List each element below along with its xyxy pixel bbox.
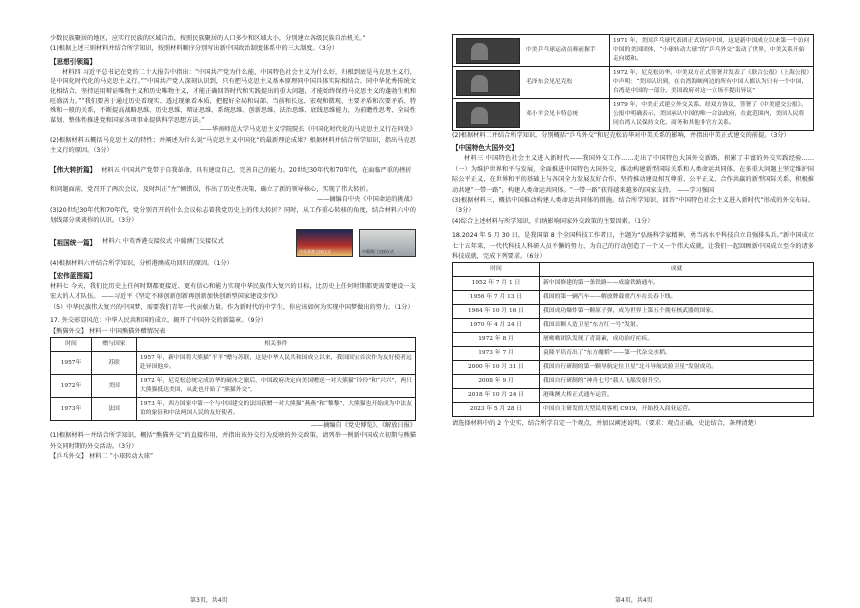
- handshake-photo: [456, 38, 520, 64]
- cell: 袁隆平培育出了“东方魔稻”——第一代杂交水稻。: [540, 347, 814, 361]
- section-tag-label: 【伟大转折篇】: [50, 165, 97, 174]
- photo-cell: [453, 67, 610, 99]
- table-row: [51, 398, 416, 421]
- cell: 我国自行研制的第一颗导航定位卫星“北斗导航试验卫星”发射成功。: [540, 361, 814, 375]
- cell: 1972 年 8 月: [453, 333, 540, 347]
- cell: 法国: [92, 398, 137, 421]
- cell: 中国自主研发的大型民用客机 C919，开始投入商业运营。: [540, 403, 814, 417]
- table-row: [453, 361, 814, 375]
- question-17: 17. 外交彰显风范：中华人民共和国的成立，揭开了中国外交的新篇章。（9分）: [50, 317, 267, 325]
- cell: 我国的第一辆汽车——解放牌载重汽车在长春下线。: [540, 291, 814, 305]
- section-tag: 【思想引领篇】: [50, 57, 97, 66]
- header-cell: 时间: [453, 263, 540, 277]
- table-row: [453, 291, 814, 305]
- material-6: 材料六 中英香港交接仪式 中葡澳门交接仪式: [102, 238, 224, 246]
- cell: 2023 年 5 月 28 日: [453, 403, 540, 417]
- cell: 1970 年 4 月 24 日: [453, 319, 540, 333]
- cell: 1972 年，尼克松总统完成访华的破冰之旅后，中国政府决定向美国赠送一对大熊猫“玲玲”和“兴兴”，两只大熊猫抵达美国，从此也开始了“熊猫外交”。: [137, 375, 416, 398]
- cell: 1956 年 7 月 13 日: [453, 291, 540, 305]
- material-6-row: [50, 229, 416, 257]
- table-row: [51, 375, 416, 398]
- table-header: [453, 263, 814, 277]
- science-table: [452, 262, 814, 417]
- question-17-4: (4)综合上述材料与所学知识，归纳影响国家外交政策的主要因素。（1分）: [452, 217, 654, 225]
- material-7: 材料七 今天，我们比历史上任何时期都更接近、更有信心和能力实现中华民族伟大复兴的目标，比历史上任何时期都更需要建设一支宏大的人才队伍。 ——习近平《坚定不移创新创新再创新加快创新型国家建设步伐》: [50, 283, 416, 301]
- header-cell: 成就: [540, 263, 814, 277]
- meeting-photo: [456, 70, 520, 96]
- macau-ceremony-image: 中葡澳门交接仪式: [359, 229, 416, 257]
- material-3: 材料三 中国特色社会主义进入新时代——我国外交工作……走出了中国特色大国外交新路，积累了丰富的外交实践经验……（一）为维护世界和平与发展，全面推进中国特色大国外交，推动构建新型国际关系和人类命运共同体。在多重大问题上坚定维护国际公平正义，在世界和平的基础上与各国全力发展友好合作，坚持推动建设相互尊重、公平正义、合作共赢的新型国际关系，积极推动共建“一带一路”，构建人类命运共同体。“一带一路”获得越来越多的国家支持。 ——学习强国: [452, 155, 814, 194]
- cell: 1957年: [51, 352, 92, 375]
- cell: 2018 年 10 月 24 日: [453, 389, 540, 403]
- section-tag: 【祖国统一篇】: [50, 239, 97, 248]
- question-3: (3)20世纪30年代和70年代，党分别召开的什么会议标志着我党历史上的伟大转折？同时，从工作重心转移的角度，结合材料六中的划线部分谈谈你的认识。（3分）: [50, 206, 416, 225]
- cell: 我国自行研制的“神舟七号”载人飞船发射升空。: [540, 375, 814, 389]
- section-tag: [50, 166, 96, 174]
- visit-photo: [456, 102, 520, 128]
- cell: 1972年: [51, 375, 92, 398]
- header-cell: 相关事件: [137, 338, 416, 352]
- cell: 我国成功爆炸第一颗原子弹，成为世界上第五个拥有核武器的国家。: [540, 305, 814, 319]
- cell: 1973 年，西方国家中第一个与中国建交的法国获赠一对大熊猫“燕燕”和“黎黎”，大熊猫也开始成为中法友谊的象征和中法两国人民的友好使者。: [137, 398, 416, 421]
- cell: 1971 年，美国乒乓球代表团正式访问中国，这是新中国成立以来第一个访问中国的美国团体，“小球转动大球”的“乒乓外交”轰动了世界，中美关系开始走向缓和。: [610, 35, 814, 67]
- cell: 新中国修建的第一条铁路——成渝铁路通车。: [540, 277, 814, 291]
- source: ——摘编自《党史博览》、《解放日报》: [310, 422, 416, 430]
- cell: 港珠澳大桥正式通车运营。: [540, 389, 814, 403]
- cell: 屠呦呦团队发现了青蒿素，成功治疗疟疾。: [540, 333, 814, 347]
- material-4: 材料四 习近平总书记在党的二十大报告中指出：“中国共产党为什么能，中国特色社会主义为什么好，归根到底是马克思主义行，是中国化时代化的马克思主义行。”“中国共产党人深刻认识到，只有把马克思主义基本原理同中国具体实际相结合、同中华优秀传统文化相结合，坚持运用辩证唯物主义和历史唯物主义，才能正确回答时代和实践提出的重大问题，才能始终保持马克思主义的蓬勃生机和旺盛活力。”“我们要善于通过历史看现实、透过现象看本质，把握好全局和局部、当前和长远、宏观和微观、主要矛盾和次要矛盾、特殊和一般的关系，不断提高战略思维、历史思维、辩证思维、系统思维、创新思维、法治思维、底线思维能力，为前瞻性思考、全局性谋划、整体性推进党和国家各项事业提供科学思想方法。”: [50, 68, 416, 124]
- question-17-3: (3)根据材料三，概括中国推动构建人类命运共同体的措施。结合所学知识，回答“中国特色社会主义进入新时代”形成的外交布局。（3分）: [452, 197, 814, 215]
- question-5: （5）中华民族伟大复兴的中国梦，需要我们青年一代贡献力量。作为新时代的中学生，你应该如何为实现中国梦做出的努力。（1分）: [50, 303, 414, 311]
- pingpong-table: [452, 34, 814, 131]
- table-row: [453, 305, 814, 319]
- cell: 1979 年，中美正式建立外交关系。经双方协议，签署了《中美建交公报》。公报中明确表示，美国承认中国的唯一合法政府，在此范围内，美国人民将同台湾人民保持文化、商务和其他非官方关系。: [610, 99, 814, 131]
- table-row: [453, 333, 814, 347]
- question-18-prompt: 请选择材料中的 2 个史实，结合所学自定一个观点，并加以阐述说明。（要求：观点正确，史论结合，条理清楚）: [452, 420, 760, 428]
- header-cell: 赠与国家: [92, 338, 137, 352]
- table-row: [453, 389, 814, 403]
- cell: 苏联: [92, 352, 137, 375]
- photo-caption: 中美乒乓球运动员赛前握手: [526, 47, 596, 53]
- page-4: [430, 0, 860, 608]
- cell: 2000 年 10 月 31 日: [453, 361, 540, 375]
- table-row: [453, 35, 814, 67]
- table-row: [453, 319, 814, 333]
- question-18: 18.2024 年 5 月 30 日，是我国第 8 个全国科技工作者日，主题为“弘扬科学家精神，勇当高水平科技自立自强排头兵。”新中国成立七十五年来，一代代科技人科研人员不懈的努力，为自己的行动创造了一个又一个伟大成就。让我们一起回顾新中国成立至今的诸多科技成就，完成下列要求。（6分）: [452, 232, 814, 261]
- table-row: [453, 375, 814, 389]
- page-footer: 第4页，共4页: [615, 597, 653, 604]
- question-2: (2)根据材料五概括马克思主义的特性；并阐述为什么说“马克思主义中国化”的最新理论成果？根据材料并结合所学知识，指出马克思主义行的原因。（3分）: [50, 136, 416, 155]
- header-cell: 时间: [51, 338, 92, 352]
- table-row: [453, 67, 814, 99]
- cell: 1972 年，尼克松访华。中美双方正式签署并发表了《联合公报》（上海公报）中声明：“美国认识到，在台湾海峡两边的所有中国人都认为只有一个中国，台湾是中国的一部分。美国政府对这一立场不提出异议”: [610, 67, 814, 99]
- table-row: [453, 347, 814, 361]
- table-header: [51, 338, 416, 352]
- cell: 1964 年 10 月 16 日: [453, 305, 540, 319]
- cell: 我国首颗人造卫星“东方红一号”发射。: [540, 319, 814, 333]
- section-tag: 【中国特色大国外交】: [452, 144, 518, 153]
- question-17-2: (2)根据材料二并结合所学知识，分别概括“乒乓外交”和尼克松访华对中美关系的影响，并指出中美正式建交的前提。（3分）: [452, 132, 790, 139]
- source: ——华南师范大学马克思主义学院院长《中国化时代化的马克思主义行在何处》: [199, 126, 416, 134]
- photo-caption: 邓小平会见卡特总统: [526, 111, 579, 117]
- page-footer: 第3页，共4页: [190, 597, 228, 604]
- table-row: [51, 352, 416, 375]
- panda-table: [50, 337, 416, 421]
- cell: 1957 年，新中国将大熊猫“平平”赠与苏联，这是中华人民共和国成立以来，我国国宝首次作为友好使者远赴异国他乡。: [137, 352, 416, 375]
- photo-caption: 毛泽东会见尼克松: [526, 79, 573, 85]
- question-1: (1)根据上述三则材料并结合所学知识，按照材料顺序分别写出新中国政治制度体系中的三大制度。（3分）: [50, 45, 339, 53]
- question-4: (4)根据材料六并结合所学知识，分析港澳成功回归的原因。（1分）: [50, 259, 233, 267]
- section-tag: 【熊猫外交】 材料一 中国熊猫外赠情况表: [50, 327, 166, 335]
- cell: 1973年: [51, 398, 92, 421]
- cell: 1952 年 7 月 1 日: [453, 277, 540, 291]
- photo-cell: [453, 99, 610, 131]
- section-tag: 【宏伟蓝图篇】: [50, 272, 97, 281]
- table-row: [453, 403, 814, 417]
- paragraph: 少数民族聚居的地区，应实行民族的区域自治，按照民族聚居的人口多少和区域大小，分别建立各级民族自治机关。”: [50, 35, 366, 42]
- cell: 2008 年 9 月: [453, 375, 540, 389]
- table-row: [453, 277, 814, 291]
- hongkong-ceremony-image: 中英香港交接仪式: [296, 229, 353, 257]
- cell: 美国: [92, 375, 137, 398]
- table-row: [453, 99, 814, 131]
- cell: 1973 年 7 月: [453, 347, 540, 361]
- material-5: 材料五 中国共产党带于自我革命，具有建设自己，完善自己的能力。20世纪30年代和70年代，在面临严重的挫折和问题面前，党召开了两次会议，及时纠正“左”倾错误，作出了历史性决策，确立了新的领导核心，实现了伟大转折。: [50, 166, 412, 193]
- question-17-1: (1)根据材料一并结合所学知识，概括“熊猫外交”的直接作用，并指出该外交行为反映的外交政策。请列举一例新中国成立初期与熊猫外交同时期的外交活动。（3分）: [50, 432, 416, 450]
- photo-cell: [453, 35, 610, 67]
- section-tag: 【乒乓外交】 材料二 “小球转动大球”: [50, 453, 154, 461]
- source: ——摘编自中央《中国命运的挑战》: [317, 196, 416, 204]
